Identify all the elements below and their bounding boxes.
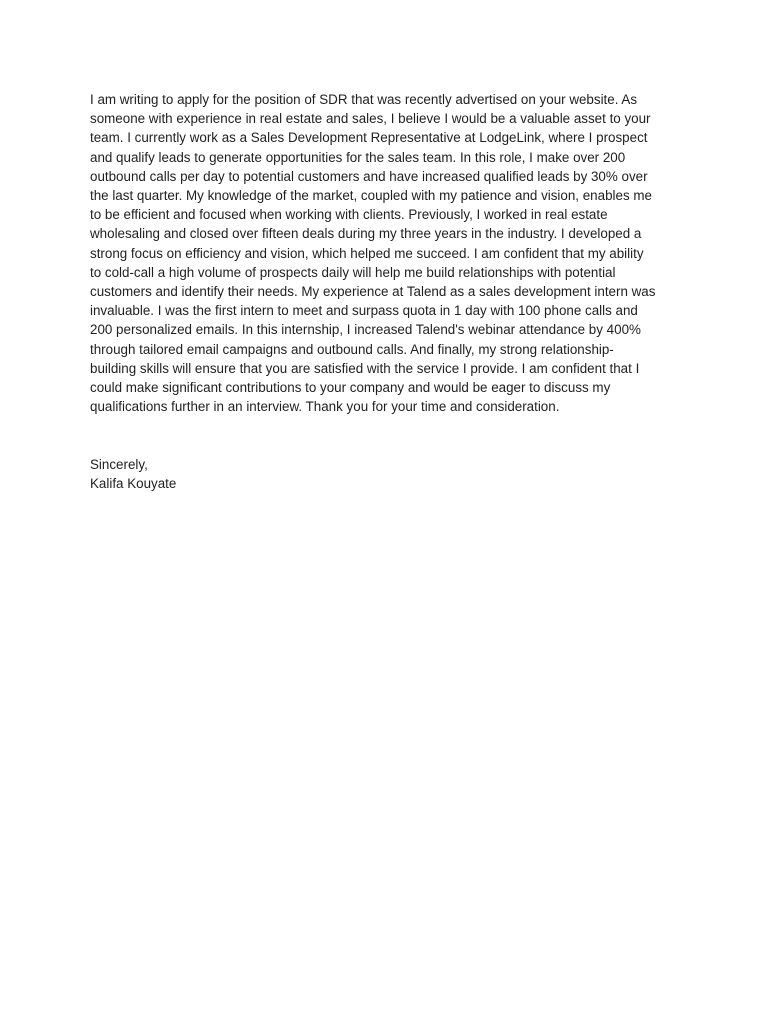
letter-line: to be efficient and focused when working with clients. Previously, I worked in real estate (90, 207, 608, 223)
letter-line: customers and identify their needs. My experience at Talend as a sales development intern was (90, 284, 656, 300)
letter-line: the last quarter. My knowledge of the market, coupled with my patience and vision, enables me (90, 188, 652, 204)
letter-line: and qualify leads to generate opportunities for the sales team. In this role, I make over 200 (90, 149, 626, 165)
letter-body-paragraph (90, 90, 680, 416)
letter-line: invaluable. I was the first intern to meet and surpass quota in 1 day with 100 phone calls and (90, 303, 638, 319)
letter-line: team. I currently work as a Sales Development Representative at LodgeLink, where I prospect (90, 130, 648, 146)
letter-line: I am writing to apply for the position of SDR that was recently advertised on your website. As (90, 92, 638, 107)
closing-salutation: Sincerely, (90, 457, 148, 472)
letter-line: qualifications further in an interview. Thank you for your time and consideration. (90, 399, 560, 415)
letter-line: to cold-call a high volume of prospects daily will help me build relationships with potential (90, 264, 616, 280)
letter-line: wholesaling and closed over fifteen deals during my three years in the industry. I developed a (90, 226, 642, 242)
letter-line: strong focus on efficiency and vision, which helped me succeed. I am confident that my ability (90, 245, 644, 261)
letter-line: outbound calls per day to potential customers and have increased qualified leads by 30% over (90, 168, 648, 184)
letter-line: through tailored email campaigns and outbound calls. And finally, my strong relationship- (90, 341, 614, 357)
letter-closing (90, 455, 176, 493)
signature-name: Kalifa Kouyate (90, 476, 177, 492)
letter-line: building skills will ensure that you are satisfied with the service I provide. I am confident that I (90, 360, 640, 376)
letter-line: 200 personalized emails. In this internship, I increased Talend's webinar attendance by 400% (90, 322, 641, 338)
letter-line: could make significant contributions to your company and would be eager to discuss my (90, 380, 611, 396)
letter-line: someone with experience in real estate and sales, I believe I would be a valuable asset to your (90, 111, 651, 127)
